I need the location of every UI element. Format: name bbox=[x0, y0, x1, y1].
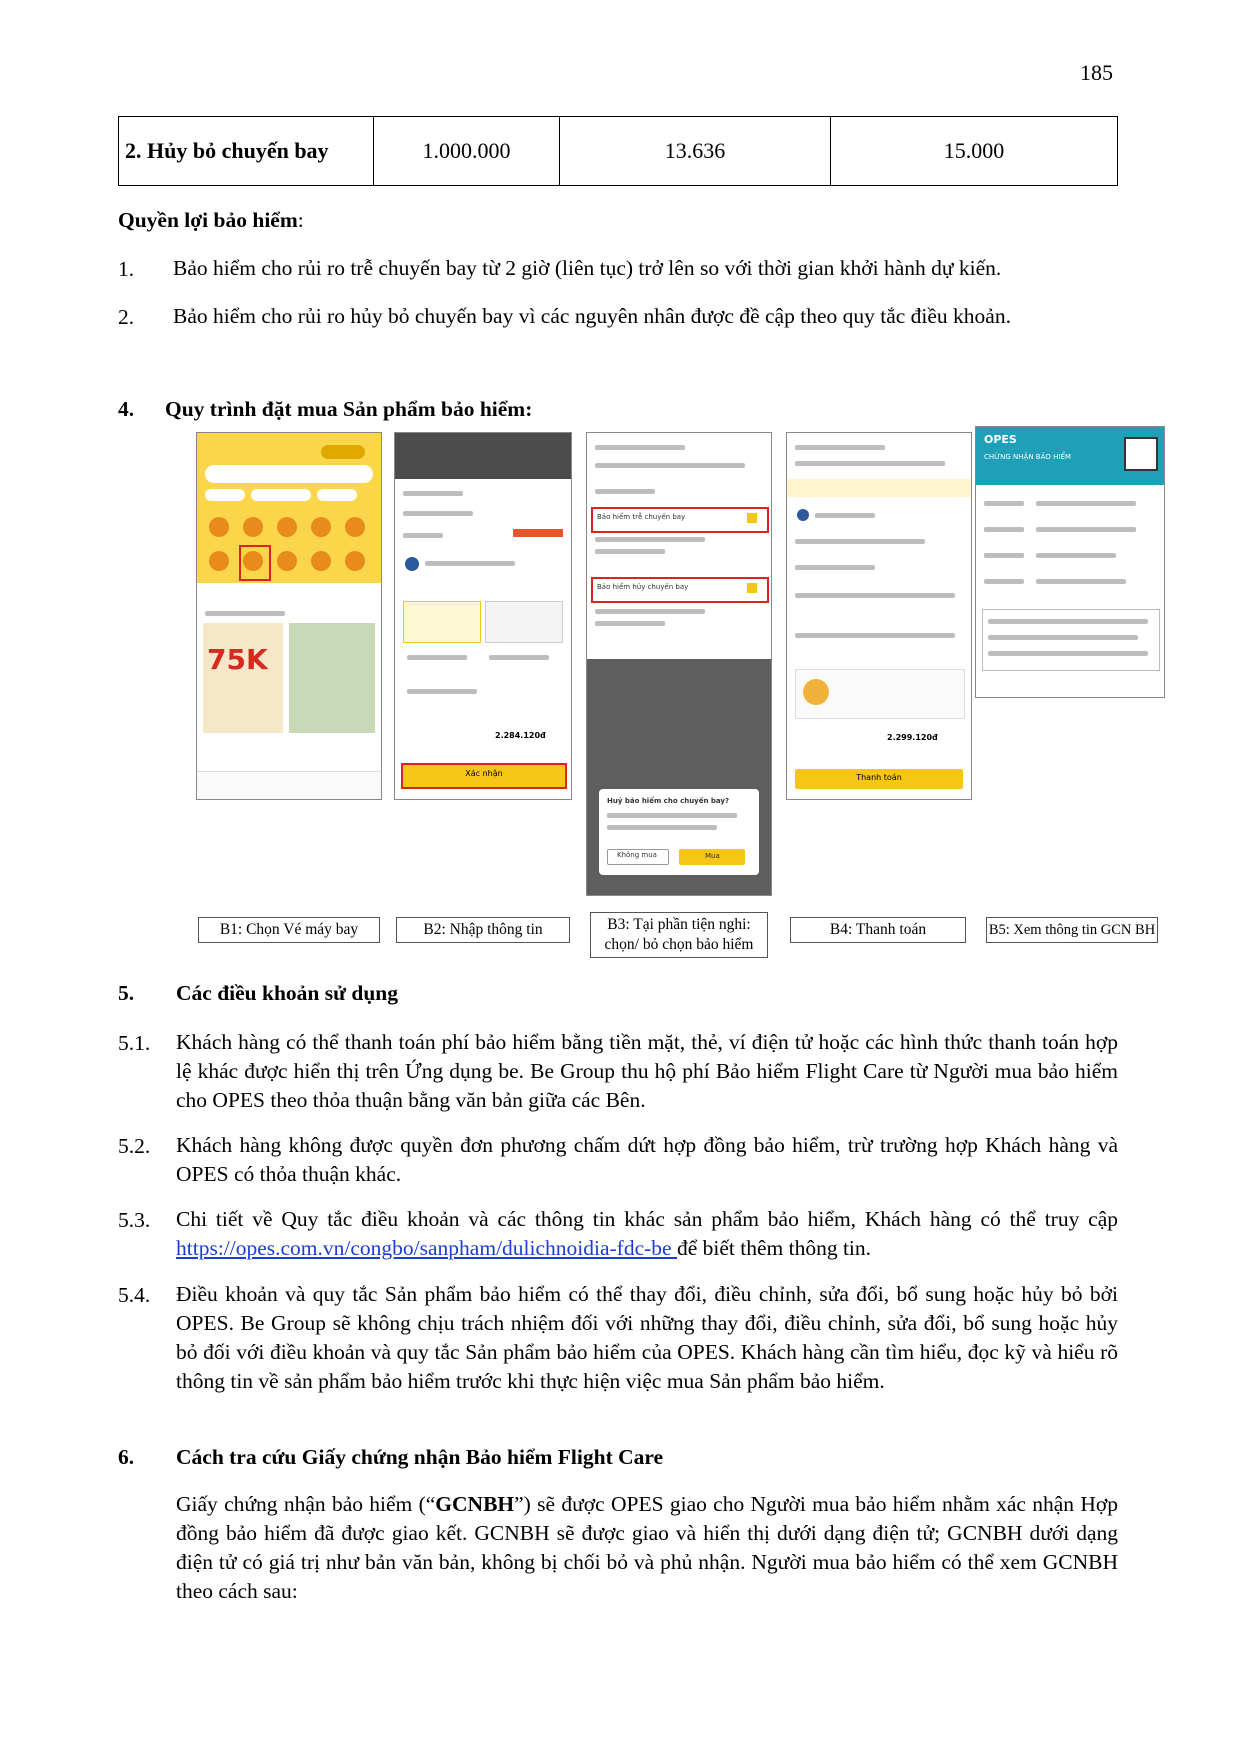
list-number: 2. bbox=[118, 305, 135, 329]
section6-paragraph: Giấy chứng nhận bảo hiểm (“GCNBH”) sẽ được OPES giao cho Người mua bảo hiểm nhằm xác nhận Hợp đồng bảo hiểm đã được giao kết. GCNBH sẽ được giao và hiển thị dưới dạng điện tử; GCNBH dưới dạng điện tử có giá trị như bản văn bản, không bị chối bỏ và phủ nhận. Người mua bảo hiểm có thể xem GCNBH theo cách sau: bbox=[176, 1492, 1119, 1603]
caption-step3: B3: Tại phần tiện nghi: chọn/ bỏ chọn bảo hiểm bbox=[590, 912, 768, 958]
benefit-item: Bảo hiểm cho rủi ro trễ chuyến bay từ 2 giờ (liên tục) trở lên so với thời gian khởi hành dự kiến. bbox=[173, 256, 1002, 280]
screenshot-step3 bbox=[586, 432, 772, 896]
opes-logo: OPES bbox=[984, 433, 1017, 446]
list-number: 5.1. bbox=[118, 1031, 151, 1055]
caption-step5: B5: Xem thông tin GCN BH bbox=[986, 917, 1158, 943]
caption-step2: B2: Nhập thông tin bbox=[396, 917, 570, 943]
terms-item: Khách hàng không được quyền đơn phương chấm dứt hợp đồng bảo hiểm, trừ trường hợp Khách hàng và OPES có thỏa thuận khác. bbox=[176, 1133, 1118, 1186]
dialog-no-button: Không mua bbox=[617, 851, 657, 859]
table-cell: 15.000 bbox=[831, 117, 1118, 186]
table-cell: 1.000.000 bbox=[374, 117, 560, 186]
certificate-title: CHỨNG NHẬN BẢO HIỂM bbox=[984, 453, 1071, 461]
table-cell: 2. Hủy bỏ chuyến bay bbox=[119, 117, 374, 186]
screenshot-step5 bbox=[975, 426, 1165, 698]
insurance-option-delay: Bảo hiểm trễ chuyến bay bbox=[597, 513, 686, 521]
section-title: Các điều khoản sử dụng bbox=[176, 981, 399, 1005]
table-row bbox=[119, 117, 1118, 186]
screen-total: 2.299.120đ bbox=[887, 733, 938, 742]
page-number: 185 bbox=[1080, 60, 1113, 85]
dialog-yes-button: Mua bbox=[705, 852, 720, 860]
terms-item: Chi tiết về Quy tắc điều khoản và các thông tin khác sản phẩm bảo hiểm, Khách hàng có thể truy cập https://opes.com.vn/congbo/sanpham/dulichnoidia-fdc-be để biết thêm thông tin. bbox=[176, 1207, 1118, 1260]
caption-step1: B1: Chọn Vé máy bay bbox=[198, 917, 380, 943]
list-number: 5.2. bbox=[118, 1134, 151, 1158]
screenshot-step2 bbox=[394, 432, 572, 800]
section-title: Cách tra cứu Giấy chứng nhận Bảo hiểm Flight Care bbox=[176, 1445, 664, 1469]
premium-table bbox=[118, 116, 1118, 186]
pay-label: Thanh toán bbox=[856, 773, 902, 782]
benefits-heading: Quyền lợi bảo hiểm: bbox=[118, 208, 304, 232]
terms-item: Điều khoản và quy tắc Sản phẩm bảo hiểm có thể thay đổi, điều chỉnh, sửa đổi, bổ sung hoặc hủy bỏ bởi OPES. Be Group sẽ không chịu trách nhiệm đối với những thay đổi, điều chỉnh, sửa đổi, bổ sung hoặc hủy bỏ đối với điều khoản và quy tắc Sản phẩm bảo hiểm của OPES. Khách hàng cần tìm hiểu, đọc kỹ và hiểu rõ thông tin về sản phẩm bảo hiểm trước khi thực hiện việc mua Sản phẩm bảo hiểm. bbox=[176, 1282, 1118, 1393]
section-number: 4. bbox=[118, 397, 135, 421]
confirm-label: Xác nhận bbox=[465, 769, 503, 778]
section-title: Quy trình đặt mua Sản phẩm bảo hiểm: bbox=[165, 397, 533, 421]
list-number: 1. bbox=[118, 257, 135, 281]
table-cell: 13.636 bbox=[560, 117, 831, 186]
terms-link[interactable]: https://opes.com.vn/congbo/sanpham/dulichnoidia-fdc-be bbox=[176, 1236, 677, 1260]
screenshot-step4 bbox=[786, 432, 972, 800]
benefit-item: Bảo hiểm cho rủi ro hủy bỏ chuyến bay vì các nguyên nhân được đề cập theo quy tắc điều khoản. bbox=[173, 304, 1011, 328]
screen-total: 2.284.120đ bbox=[495, 731, 546, 740]
section-number: 5. bbox=[118, 981, 135, 1005]
insurance-option-cancel: Bảo hiểm hủy chuyến bay bbox=[597, 583, 689, 591]
section-number: 6. bbox=[118, 1445, 135, 1469]
terms-item: Khách hàng có thể thanh toán phí bảo hiểm bằng tiền mặt, thẻ, ví điện tử hoặc các hình thức thanh toán hợp lệ khác được hiển thị trên Ứng dụng be. Be Group thu hộ phí Bảo hiểm Flight Care từ Người mua bảo hiểm cho OPES theo thỏa thuận bằng văn bản giữa các Bên. bbox=[176, 1030, 1118, 1112]
list-number: 5.3. bbox=[118, 1208, 151, 1232]
screenshot-step1 bbox=[196, 432, 382, 800]
promo-label: 75K bbox=[207, 643, 268, 676]
caption-step4: B4: Thanh toán bbox=[790, 917, 966, 943]
dialog-title: Huỷ bảo hiểm cho chuyến bay? bbox=[607, 797, 730, 805]
list-number: 5.4. bbox=[118, 1283, 151, 1307]
